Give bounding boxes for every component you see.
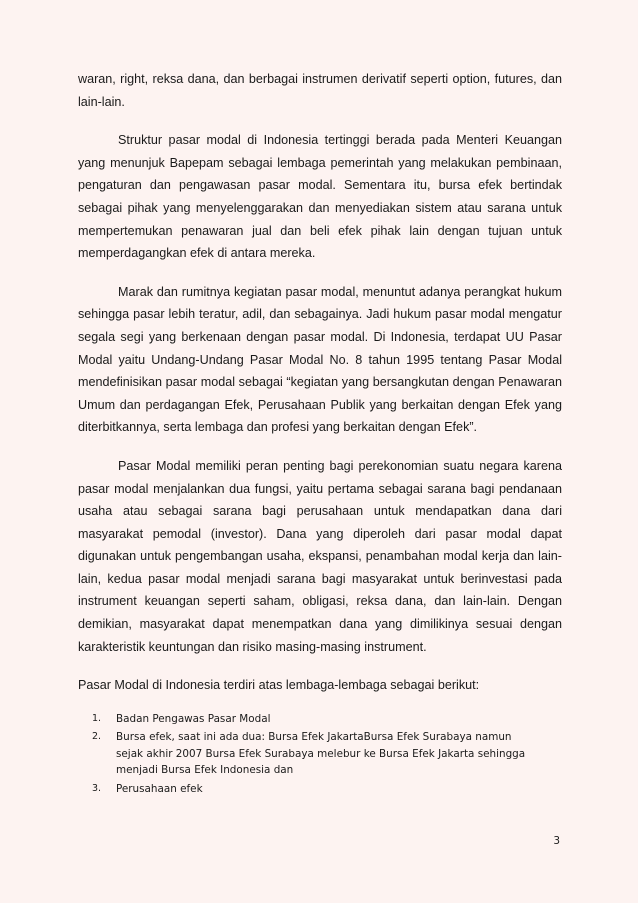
list-number: 2. (92, 731, 102, 743)
list-item (78, 781, 562, 798)
lembaga-list (78, 711, 562, 798)
document-page (78, 68, 562, 799)
list-text: Bursa efek, saat ini ada dua: Bursa Efek JakartaBursa Efek Surabaya namun sejak akhir 2007 Bursa Efek Surabaya melebur ke Bursa Efek Jakarta sehingga menjadi Bursa Efek Indonesia dan (116, 731, 526, 777)
paragraph-lembaga-intro: Pasar Modal di Indonesia terdiri atas lembaga-lembaga sebagai berikut: (78, 678, 480, 693)
list-item (78, 729, 562, 779)
paragraph-peran: Pasar Modal memiliki peran penting bagi perekonomian suatu negara karena pasar modal menjalankan dua fungsi, yaitu pertama sebagai sarana bagi pendanaan usaha atau sebagai sarana bagi perusahaan untuk mendapatkan dana dari masyarakat pemodal (investor). Dana yang diperoleh dari pasar modal dapat digunakan untuk pengembangan usaha, ekspansi, penambahan modal kerja dan lain-lain, kedua pasar modal menjadi sarana bagi masyarakat untuk berinvestasi pada instrument keuangan seperti saham, obligasi, reksa dana, dan lain-lain. Dengan demikian, masyarakat dapat menempatkan dana yang dimilikinya sesuai dengan karakteristik keuntungan dan risiko masing-masing instrument. (78, 458, 562, 654)
paragraph-hukum: Marak dan rumitnya kegiatan pasar modal, menuntut adanya perangkat hukum sehingga pasar lebih teratur, adil, dan sebagainya. Jadi hukum pasar modal mengatur segala segi yang berkenaan dengan pasar modal. Di Indonesia, terdapat UU Pasar Modal yaitu Undang-Undang Pasar Modal No. 8 tahun 1995 tentang Pasar Modal mendefinisikan pasar modal sebagai “kegiatan yang bersangkutan dengan Penawaran Umum dan perdagangan Efek, Perusahaan Publik yang berkaitan dengan Efek yang diterbitkannya, serta lembaga dan profesi yang berkaitan dengan Efek”. (78, 284, 562, 435)
list-number: 3. (92, 782, 102, 794)
paragraph-continuation: waran, right, reksa dana, dan berbagai instrumen derivatif seperti option, futures, dan lain-lain. (78, 72, 562, 109)
list-text: Perusahaan efek (116, 782, 203, 795)
paragraph-struktur: Struktur pasar modal di Indonesia tertinggi berada pada Menteri Keuangan yang menunjuk Bapepam sebagai lembaga pemerintah yang melakukan pembinaan, pengaturan dan pengawasan pasar modal. Sementara itu, bursa efek bertindak sebagai pihak yang menyelenggarakan dan menyediakan sistem atau sarana untuk mempertemukan penawaran jual dan beli efek pihak lain dengan tujuan untuk memperdagangkan efek di antara mereka. (78, 133, 562, 261)
list-item (78, 711, 562, 728)
list-text: Badan Pengawas Pasar Modal (116, 712, 271, 725)
list-number: 1. (92, 712, 102, 724)
page-number: 3 (553, 835, 560, 847)
